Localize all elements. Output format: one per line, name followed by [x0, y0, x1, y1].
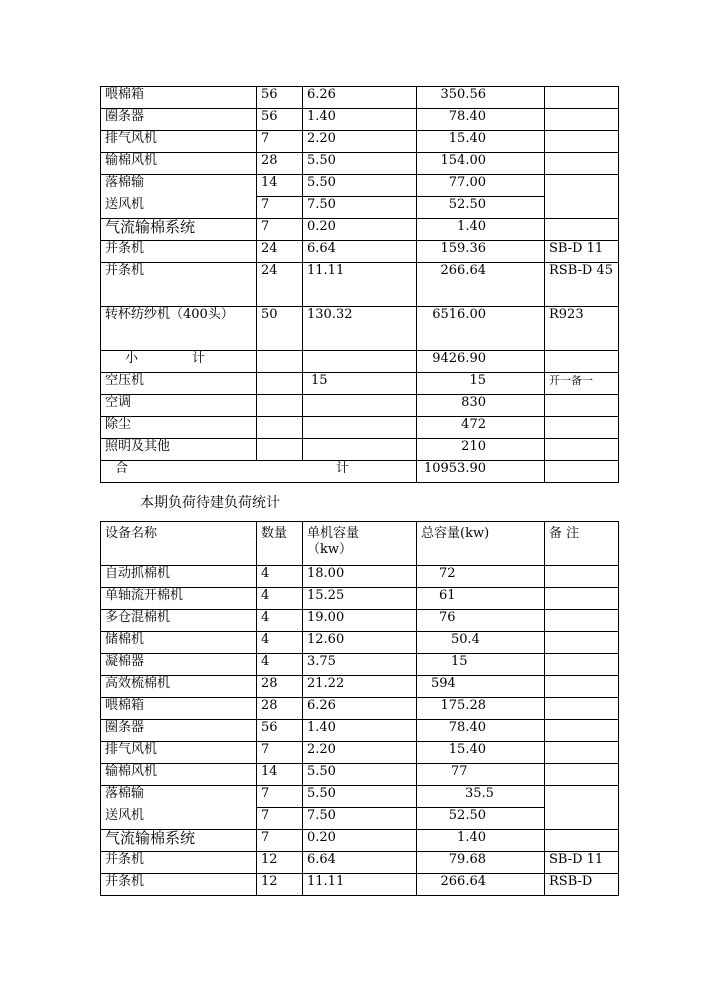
- quantity: [257, 395, 303, 417]
- unit-capacity: 0.20: [303, 830, 417, 852]
- total-capacity: 15: [417, 654, 545, 676]
- total-capacity: 472: [417, 417, 545, 439]
- load-table-pending: [100, 521, 619, 896]
- remark: [545, 219, 619, 241]
- table-row: [101, 219, 619, 241]
- table-row: [101, 632, 619, 654]
- table-row: [101, 742, 619, 764]
- unit-capacity: [303, 395, 417, 417]
- quantity: 4: [257, 588, 303, 610]
- remark: RSB-D 45: [545, 263, 619, 307]
- equipment-name: 并条机: [101, 874, 257, 896]
- section-caption: 本期负荷待建负荷统计: [140, 495, 280, 511]
- remark: [545, 610, 619, 632]
- header-equipment-name: 设备名称: [101, 522, 257, 566]
- total-capacity: 350.56: [417, 87, 545, 109]
- table-row: [101, 439, 619, 461]
- equipment-name: 多仓混棉机: [101, 610, 257, 632]
- table-row: [101, 764, 619, 786]
- table-row: [101, 654, 619, 676]
- total-capacity: 175.28: [417, 698, 545, 720]
- unit-capacity: 18.00: [303, 566, 417, 588]
- total-capacity: 79.68: [417, 852, 545, 874]
- quantity: [257, 417, 303, 439]
- unit-capacity: 2.20: [303, 131, 417, 153]
- equipment-name: 喂棉箱: [101, 87, 257, 109]
- remark: [545, 698, 619, 720]
- quantity: 12: [257, 874, 303, 896]
- remark: [545, 87, 619, 109]
- total-capacity: 266.64: [417, 874, 545, 896]
- quantity: 24: [257, 241, 303, 263]
- unit-capacity: 5.50: [303, 786, 417, 808]
- total-capacity: 61: [417, 588, 545, 610]
- remark: [545, 654, 619, 676]
- equipment-name: 空调: [101, 395, 257, 417]
- equipment-name: 空压机: [101, 373, 257, 395]
- equipment-name: 除尘: [101, 417, 257, 439]
- remark: [545, 632, 619, 654]
- table-row: [101, 566, 619, 588]
- unit-capacity: [303, 439, 417, 461]
- remark: [545, 764, 619, 786]
- unit-capacity: 6.26: [303, 87, 417, 109]
- total-capacity: 6516.00: [417, 307, 545, 351]
- unit-capacity: 15: [303, 373, 417, 395]
- header-unit-capacity-line1: 单机容量: [307, 526, 360, 541]
- unit-capacity: 15.25: [303, 588, 417, 610]
- table-row: [101, 610, 619, 632]
- quantity: [257, 351, 303, 373]
- table-row: [101, 676, 619, 698]
- total-capacity: 35.5: [417, 786, 545, 808]
- equipment-name: 送风机: [101, 808, 257, 830]
- quantity: 7: [257, 219, 303, 241]
- remark: [545, 439, 619, 461]
- total-capacity: 159.36: [417, 241, 545, 263]
- grand-total-value: 10953.90: [417, 461, 545, 483]
- unit-capacity: 5.50: [303, 175, 417, 197]
- remark: SB-D 11: [545, 852, 619, 874]
- total-capacity: 266.64: [417, 263, 545, 307]
- table-row: [101, 153, 619, 175]
- total-capacity: 15: [417, 373, 545, 395]
- table-row: [101, 197, 619, 219]
- equipment-name: 自动抓棉机: [101, 566, 257, 588]
- quantity: 14: [257, 175, 303, 197]
- equipment-name: 并条机: [101, 852, 257, 874]
- remark: [545, 175, 619, 197]
- quantity: 24: [257, 263, 303, 307]
- unit-capacity: 0.20: [303, 219, 417, 241]
- remark: [545, 197, 619, 219]
- unit-capacity: [303, 351, 417, 373]
- equipment-name: 单轴流开棉机: [101, 588, 257, 610]
- table-row: [101, 588, 619, 610]
- equipment-name: 气流输棉系统: [101, 219, 257, 241]
- remark: [545, 131, 619, 153]
- table-row: [101, 373, 619, 395]
- table-row: [101, 87, 619, 109]
- table-row: [101, 263, 619, 307]
- table-row: [101, 241, 619, 263]
- total-capacity: 830: [417, 395, 545, 417]
- remark: [545, 720, 619, 742]
- remark: [545, 417, 619, 439]
- equipment-name: 排气风机: [101, 131, 257, 153]
- unit-capacity: 5.50: [303, 764, 417, 786]
- table-row: [101, 175, 619, 197]
- quantity: [257, 373, 303, 395]
- table-row: [101, 874, 619, 896]
- remark: [545, 786, 619, 808]
- total-capacity: 594: [417, 676, 545, 698]
- equipment-name: 排气风机: [101, 742, 257, 764]
- quantity: 7: [257, 786, 303, 808]
- equipment-name: 圈条器: [101, 720, 257, 742]
- unit-capacity: 7.50: [303, 197, 417, 219]
- total-capacity: 50.4: [417, 632, 545, 654]
- quantity: 4: [257, 632, 303, 654]
- total-capacity: 77.00: [417, 175, 545, 197]
- remark: RSB-D: [545, 874, 619, 896]
- total-capacity: 78.40: [417, 109, 545, 131]
- equipment-name: 落棉输: [101, 175, 257, 197]
- equipment-name: 并条机: [101, 241, 257, 263]
- grand-total-label-a: 合: [115, 461, 129, 476]
- equipment-name: 高效梳棉机: [101, 676, 257, 698]
- remark: [545, 153, 619, 175]
- quantity: 56: [257, 87, 303, 109]
- remark: R923: [545, 307, 619, 351]
- equipment-name: 并条机: [101, 263, 257, 307]
- header-quantity: 数量: [257, 522, 303, 566]
- equipment-name: 转杯纺纱机（400头）: [101, 307, 257, 351]
- remark: 开一备一: [545, 373, 619, 395]
- equipment-name: 输棉风机: [101, 153, 257, 175]
- table-row: [101, 417, 619, 439]
- quantity: 56: [257, 109, 303, 131]
- unit-capacity: 6.26: [303, 698, 417, 720]
- total-capacity: 1.40: [417, 219, 545, 241]
- table-header-row: [101, 522, 619, 566]
- quantity: 50: [257, 307, 303, 351]
- equipment-name: 喂棉箱: [101, 698, 257, 720]
- grand-total-row: [101, 461, 619, 483]
- total-capacity: 77: [417, 764, 545, 786]
- header-unit-capacity-line2: （kw）: [307, 542, 353, 557]
- total-capacity: 15.40: [417, 131, 545, 153]
- table-row: [101, 395, 619, 417]
- quantity: 7: [257, 742, 303, 764]
- unit-capacity: 11.11: [303, 874, 417, 896]
- total-capacity: 52.50: [417, 808, 545, 830]
- quantity: 28: [257, 698, 303, 720]
- quantity: 7: [257, 808, 303, 830]
- remark: [545, 109, 619, 131]
- quantity: 4: [257, 566, 303, 588]
- unit-capacity: 21.22: [303, 676, 417, 698]
- total-capacity: 154.00: [417, 153, 545, 175]
- header-unit-capacity: [303, 522, 417, 566]
- unit-capacity: 12.60: [303, 632, 417, 654]
- subtotal-row: [101, 351, 619, 373]
- equipment-name: 落棉输: [101, 786, 257, 808]
- unit-capacity: 6.64: [303, 852, 417, 874]
- unit-capacity: [303, 417, 417, 439]
- remark: [545, 461, 619, 483]
- unit-capacity: 5.50: [303, 153, 417, 175]
- total-capacity: 72: [417, 566, 545, 588]
- unit-capacity: 19.00: [303, 610, 417, 632]
- equipment-name: 凝棉器: [101, 654, 257, 676]
- load-table-current: [100, 86, 619, 483]
- unit-capacity: 1.40: [303, 109, 417, 131]
- equipment-name: 圈条器: [101, 109, 257, 131]
- subtotal-label-a: 小: [125, 351, 139, 366]
- unit-capacity: 7.50: [303, 808, 417, 830]
- equipment-name: 照明及其他: [101, 439, 257, 461]
- total-capacity: 210: [417, 439, 545, 461]
- remark: SB-D 11: [545, 241, 619, 263]
- equipment-name: 气流输棉系统: [101, 830, 257, 852]
- remark: [545, 808, 619, 830]
- table-row: [101, 830, 619, 852]
- table-row: [101, 131, 619, 153]
- quantity: 7: [257, 830, 303, 852]
- remark: [545, 742, 619, 764]
- unit-capacity: 6.64: [303, 241, 417, 263]
- total-capacity: 15.40: [417, 742, 545, 764]
- table-row: [101, 109, 619, 131]
- table-row: [101, 852, 619, 874]
- quantity: 28: [257, 153, 303, 175]
- quantity: [257, 439, 303, 461]
- table-row: [101, 698, 619, 720]
- remark: [545, 395, 619, 417]
- quantity: 4: [257, 654, 303, 676]
- table-row: [101, 307, 619, 351]
- quantity: 56: [257, 720, 303, 742]
- unit-capacity: 1.40: [303, 720, 417, 742]
- subtotal-value: 9426.90: [417, 351, 545, 373]
- equipment-name: 储棉机: [101, 632, 257, 654]
- quantity: 7: [257, 197, 303, 219]
- quantity: 14: [257, 764, 303, 786]
- unit-capacity: 130.32: [303, 307, 417, 351]
- unit-capacity: 11.11: [303, 263, 417, 307]
- subtotal-label: [101, 351, 257, 373]
- total-capacity: 78.40: [417, 720, 545, 742]
- equipment-name: 输棉风机: [101, 764, 257, 786]
- total-capacity: 1.40: [417, 830, 545, 852]
- equipment-name: 送风机: [101, 197, 257, 219]
- unit-capacity: 3.75: [303, 654, 417, 676]
- total-capacity: 52.50: [417, 197, 545, 219]
- remark: [545, 588, 619, 610]
- header-remark: 备 注: [545, 522, 619, 566]
- header-total-capacity: 总容量(kw): [417, 522, 545, 566]
- quantity: 12: [257, 852, 303, 874]
- total-capacity: 76: [417, 610, 545, 632]
- remark: [545, 351, 619, 373]
- table-row: [101, 808, 619, 830]
- grand-total-label: [101, 461, 417, 483]
- quantity: 7: [257, 131, 303, 153]
- quantity: 28: [257, 676, 303, 698]
- subtotal-label-b: 计: [192, 351, 206, 366]
- quantity: 4: [257, 610, 303, 632]
- unit-capacity: 2.20: [303, 742, 417, 764]
- remark: [545, 566, 619, 588]
- remark: [545, 830, 619, 852]
- table-row: [101, 720, 619, 742]
- grand-total-label-b: 计: [336, 461, 350, 476]
- table-row: [101, 786, 619, 808]
- remark: [545, 676, 619, 698]
